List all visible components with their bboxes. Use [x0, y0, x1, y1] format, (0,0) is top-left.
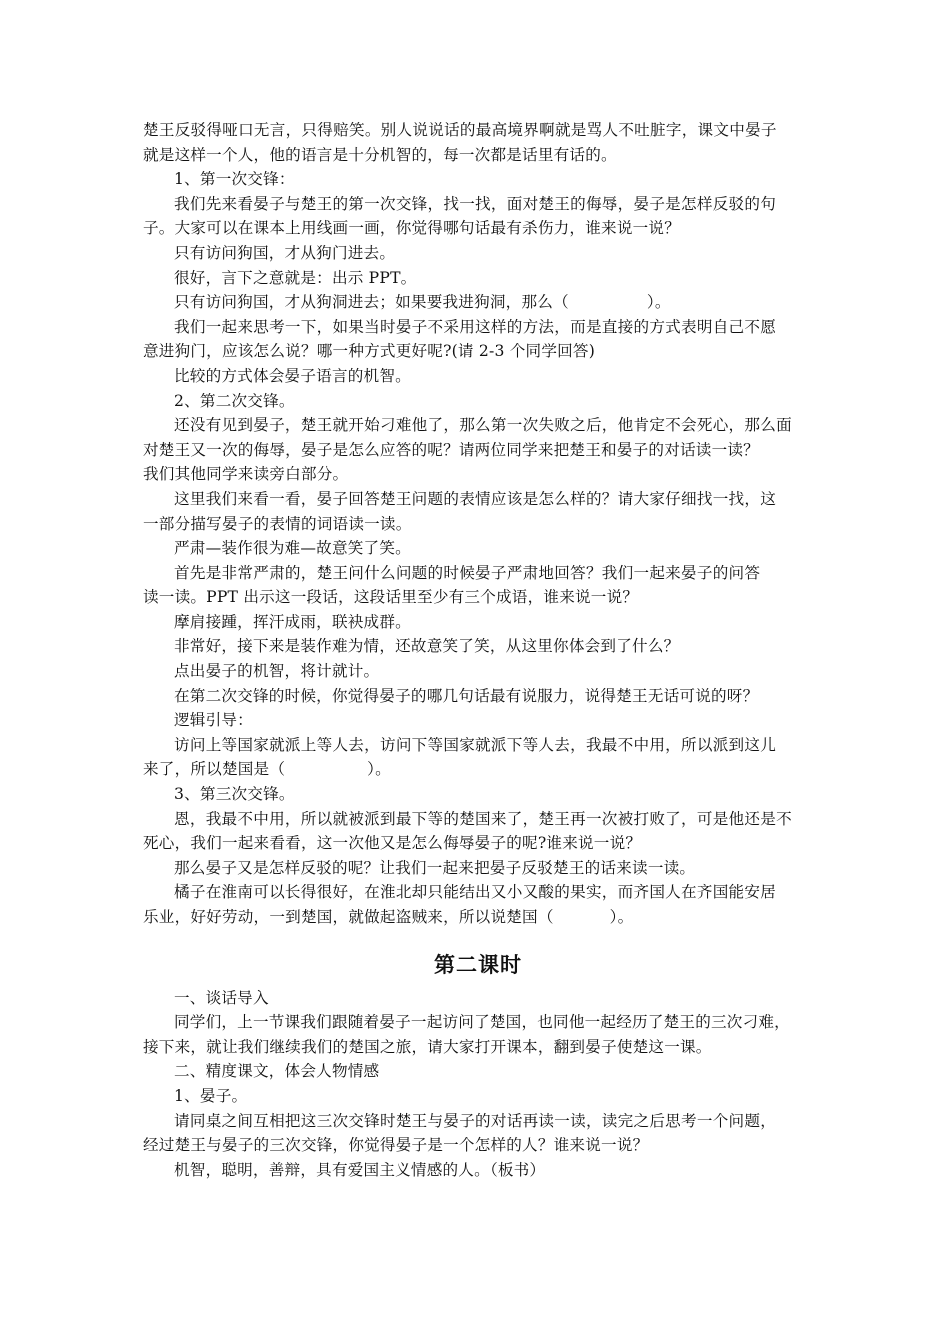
quote-line: 只有访问狗国，才从狗门进去。 [174, 243, 396, 262]
fill-blank-prefix: 来了，所以楚国是（ [143, 760, 286, 779]
paragraph-line: 死心，我们一起来看看，这一次他又是怎么侮辱晏子的呢?谁来说一说？ [143, 834, 642, 853]
paragraph-line: 点出晏子的机智，将计就计。 [174, 662, 380, 681]
paragraph-line: 对楚王又一次的侮辱，晏子是怎么应答的呢？请两位同学来把楚王和晏子的对话读一读？ [143, 440, 759, 459]
paragraph-line: 读一读。PPT 出示这一段话，这段话里至少有三个成语，谁来说一说？ [143, 588, 639, 607]
fill-blank-suffix: ）。 [646, 293, 671, 312]
encounter3-heading: 3、第三次交锋。 [174, 785, 295, 804]
expression-line: 严肃—装作很为难—故意笑了笑。 [174, 539, 411, 558]
paragraph-line: 那么晏子又是怎样反驳的呢？让我们一起来把晏子反驳楚王的话来读一读。 [174, 858, 696, 877]
paragraph-line: 我们其他同学来读旁白部分。 [143, 465, 349, 484]
paragraph-line: 很好，言下之意就是：出示 PPT。 [174, 268, 417, 287]
paragraph-line: 橘子在淮南可以长得很好，在淮北却只能结出又小又酸的果实，而齐国人在齐国能安居 [174, 883, 777, 902]
paragraph-line: 一部分描写晏子的表情的词语读一读。 [143, 514, 412, 533]
list-item: 1、晏子。 [174, 1086, 248, 1105]
fill-blank-line [143, 757, 813, 782]
paragraph-line: 意进狗门，应该怎么说？哪一种方式更好呢?(请 2-3 个同学回答) [143, 342, 595, 361]
paragraph-line: 在第二次交锋的时候，你觉得晏子的哪几句话最有说服力，说得楚王无话可说的呀？ [174, 686, 759, 705]
paragraph-line: 访问上等国家就派上等人去，访问下等国家就派下等人去，我最不中用，所以派到这儿 [174, 735, 777, 754]
paragraph-line: 还没有见到晏子，楚王就开始刁难他了，那么第一次失败之后，他肯定不会死心，那么面 [174, 416, 792, 435]
paragraph-line: 子。大家可以在课本上用线画一画，你觉得哪句话最有杀伤力，谁来说一说？ [143, 219, 680, 238]
document-body [143, 118, 813, 1182]
paragraph-line: 首先是非常严肃的，楚王问什么问题的时候晏子严肃地回答？我们一起来晏子的问答 [174, 563, 761, 582]
paragraph-line: 逻辑引导： [174, 711, 253, 730]
paragraph-line: 恩，我最不中用，所以就被派到最下等的楚国来了，楚王再一次被打败了，可是他还是不 [174, 809, 792, 828]
section-heading: 二、精度课文，体会人物情感 [174, 1062, 380, 1081]
paragraph-line: 我们先来看晏子与楚王的第一次交锋，找一找，面对楚王的侮辱，晏子是怎样反驳的句 [174, 194, 777, 213]
paragraph-line: 非常好，接下来是装作难为情，还故意笑了笑，从这里你体会到了什么？ [174, 637, 680, 656]
paragraph-line: 就是这样一个人，他的语言是十分机智的，每一次都是话里有话的。 [143, 145, 617, 164]
fill-blank-suffix: ）。 [367, 760, 391, 779]
paragraph-line: 比较的方式体会晏子语言的机智。 [174, 366, 411, 385]
paragraph-line: 我们一起来思考一下，如果当时晏子不采用这样的方法，而是直接的方式表明自己不愿 [174, 317, 777, 336]
paragraph-line: 楚王反驳得哑口无言，只得赔笑。别人说说话的最高境界啊就是骂人不吐脏字，课文中晏子 [143, 121, 777, 139]
fill-blank-suffix: ）。 [609, 908, 634, 926]
section-heading: 一、谈话导入 [174, 988, 269, 1007]
encounter1-heading: 1、第一次交锋： [174, 170, 295, 189]
encounter2-heading: 2、第二次交锋。 [174, 391, 295, 410]
paragraph-line: 请同桌之间互相把这三次交锋时楚王与晏子的对话再读一读，读完之后思考一个问题， [174, 1111, 777, 1130]
fill-blank-line [143, 905, 813, 930]
idioms-line: 摩肩接踵，挥汗成雨，联袂成群。 [174, 612, 411, 631]
paragraph-line: 同学们，上一节课我们跟随着晏子一起访问了楚国，也同他一起经历了楚王的三次刁难， [174, 1013, 790, 1032]
paragraph-line: 这里我们来看一看，晏子回答楚王问题的表情应该是怎么样的？请大家仔细找一找，这 [174, 489, 777, 508]
fill-blank-line [143, 290, 813, 315]
fill-blank-prefix: 只有访问狗国，才从狗洞进去；如果要我进狗洞，那么（ [174, 293, 569, 312]
fill-blank-prefix: 乐业，好好劳动，一到楚国，就做起盗贼来，所以说楚国（ [143, 908, 554, 926]
answer-line: 机智，聪明，善辩，具有爱国主义情感的人。（板书） [174, 1160, 546, 1179]
paragraph-line: 接下来，就让我们继续我们的楚国之旅，请大家打开课本，翻到晏子使楚这一课。 [143, 1037, 712, 1056]
paragraph-line: 经过楚王与晏子的三次交锋，你觉得晏子是一个怎样的人？谁来说一说？ [143, 1136, 649, 1155]
lesson-title: 第二课时 [434, 952, 522, 977]
